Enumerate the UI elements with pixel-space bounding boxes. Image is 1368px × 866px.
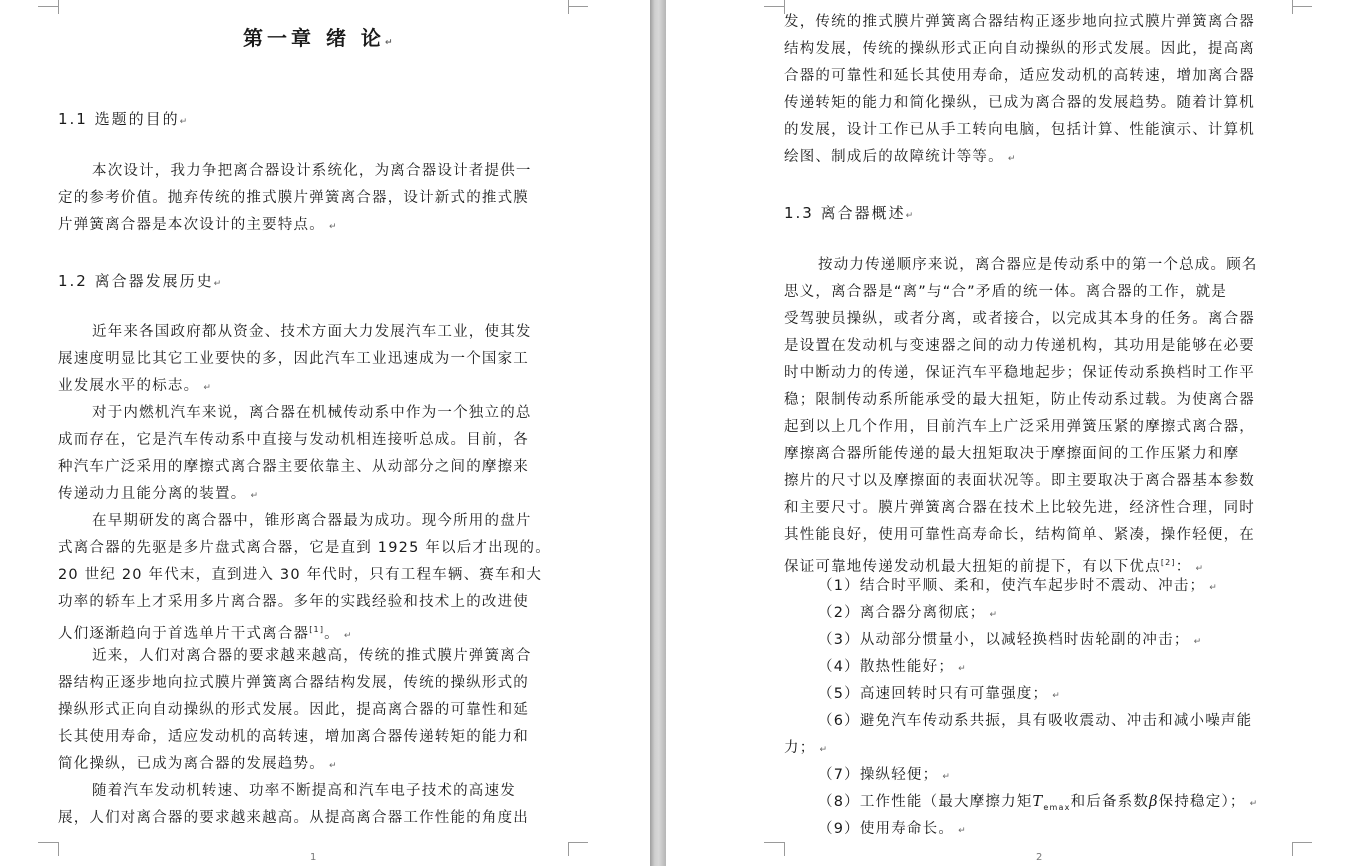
crop-mark <box>784 842 785 856</box>
list-item: （7）操纵轻便； ↵ <box>818 767 952 783</box>
list-item: （6）避免汽车传动系共振，具有吸收震动、冲击和减小噪声能 <box>818 713 1253 729</box>
text-line: 在早期研发的离合器中，锥形离合器最为成功。现今所用的盘片 <box>92 513 532 529</box>
beta-symbol: β <box>1149 794 1159 810</box>
list-item: （2）离合器分离彻底； ↵ <box>818 605 999 621</box>
text-line: 片弹簧离合器是本次设计的主要特点。 ↵ <box>58 217 338 233</box>
list-item: （1）结合时平顺、柔和，使汽车起步时不震动、冲击； ↵ <box>818 578 1219 594</box>
text-line: 结构发展，传统的操纵形式正向自动操纵的形式发展。因此，提高离 <box>784 41 1255 57</box>
crop-mark <box>58 0 59 14</box>
list-item: （3）从动部分惯量小，以减轻换档时齿轮副的冲击； ↵ <box>818 632 1203 648</box>
text-line: 传递动力且能分离的装置。 ↵ <box>58 486 260 502</box>
crop-mark <box>764 6 784 7</box>
text-line: 近年来各国政府都从资金、技术方面大力发展汽车工业，使其发 <box>92 324 532 340</box>
text-line: 传递转矩的能力和简化操纵，已成为离合器的发展趋势。随着计算机 <box>784 95 1255 111</box>
text-line: 式离合器的先驱是多片盘式离合器，它是直到 1925 年以后才出现的。 <box>58 540 551 556</box>
crop-mark <box>38 842 58 843</box>
torque-subscript: emax <box>1043 802 1071 812</box>
torque-symbol: T <box>1032 794 1044 810</box>
crop-mark <box>1292 0 1293 14</box>
text-line: 简化操纵，已成为离合器的发展趋势。 ↵ <box>58 756 338 772</box>
list-item: （8）工作性能（最大摩擦力矩$T_{emax}$和后备系数β保持稳定）； ↵ <box>818 794 1259 812</box>
citation-marker: [1] <box>309 625 325 634</box>
crop-mark <box>568 0 569 14</box>
text-line: 的发展，设计工作已从手工转向电脑，包括计算、性能演示、计算机 <box>784 122 1255 138</box>
list-item: （4）散热性能好； ↵ <box>818 659 967 675</box>
text-line: 擦片的尺寸以及摩擦面的表面状况等。即主要取决于离合器基本参数 <box>784 473 1255 489</box>
text-line: 其性能良好，使用可靠性高寿命长，结构简单、紧凑，操作轻便，在 <box>784 527 1255 543</box>
text-line: 业发展水平的标志。 ↵ <box>58 378 213 394</box>
text-line: 思义，离合器是“离”与“合”矛盾的统一体。离合器的工作，就是 <box>784 284 1228 300</box>
text-line: 绘图、制成后的故障统计等等。 ↵ <box>784 149 1017 165</box>
text-line: 起到以上几个作用，目前汽车上广泛采用弹簧压紧的摩擦式离合器， <box>784 419 1255 435</box>
text-line: 本次设计，我力争把离合器设计系统化，为离合器设计者提供一 <box>92 163 532 179</box>
text-line: 操纵形式正向自动操纵的形式发展。因此，提高离合器的可靠性和延 <box>58 702 529 718</box>
chapter-title: 第一章 绪 论↵ <box>243 26 397 50</box>
list-item: 力； ↵ <box>784 740 829 756</box>
crop-mark <box>58 842 59 856</box>
document-page-2 <box>666 0 1368 866</box>
text-line: 器结构正逐步地向拉式膜片弹簧离合器结构发展，传统的操纵形式的 <box>58 675 529 691</box>
text-line: 定的参考价值。抛弃传统的推式膜片弹簧离合器，设计新式的推式膜 <box>58 190 529 206</box>
text-line: 展速度明显比其它工业要快的多，因此汽车工业迅速成为一个国家工 <box>58 351 529 367</box>
crop-mark <box>568 842 569 856</box>
text-line: 成而存在，它是汽车传动系中直接与发动机相连接听总成。目前，各 <box>58 432 529 448</box>
text-line: 时中断动力的传递，保证汽车平稳地起步；保证传动系换档时工作平 <box>784 365 1255 381</box>
text-line: 长其使用寿命，适应发动机的高转速，增加离合器传递转矩的能力和 <box>58 729 529 745</box>
text-line: 功率的轿车上才采用多片离合器。多年的实践经验和技术上的改进使 <box>58 594 529 610</box>
crop-mark <box>764 842 784 843</box>
text-line: 摩擦离合器所能传递的最大扭矩取决于摩擦面间的工作压紧力和摩 <box>784 446 1240 462</box>
crop-mark <box>38 6 58 7</box>
text-line: 是设置在发动机与变速器之间的动力传递机构，其功用是能够在必要 <box>784 338 1255 354</box>
crop-mark <box>1292 6 1312 7</box>
crop-mark <box>568 6 588 7</box>
section-heading-1-1: 1.1 选题的目的↵ <box>58 110 190 128</box>
page-gutter <box>650 0 666 866</box>
list-item: （5）高速回转时只有可靠强度； ↵ <box>818 686 1062 702</box>
text-line: 人们逐渐趋向于首选单片干式离合器[1]。 ↵ <box>58 625 353 642</box>
list-item: （9）使用寿命长。 ↵ <box>818 821 967 837</box>
text-line: 对于内燃机汽车来说，离合器在机械传动系中作为一个独立的总 <box>92 405 532 421</box>
citation-marker: [2] <box>1160 558 1176 567</box>
text-line: 受驾驶员操纵，或者分离，或者接合，以完成其本身的任务。离合器 <box>784 311 1255 327</box>
crop-mark <box>1292 842 1293 856</box>
text-line: 展，人们对离合器的要求越来越高。从提高离合器工作性能的角度出 <box>58 810 529 826</box>
text-line: 合器的可靠性和延长其使用寿命，适应发动机的高转速，增加离合器 <box>784 68 1255 84</box>
text-line: 和主要尺寸。膜片弹簧离合器在技术上比较先进，经济性合理，同时 <box>784 500 1255 516</box>
section-heading-1-3: 1.3 离合器概述↵ <box>784 204 916 222</box>
text-line: 近来，人们对离合器的要求越来越高，传统的推式膜片弹簧离合 <box>92 648 532 664</box>
crop-mark <box>568 842 588 843</box>
crop-mark <box>1292 842 1312 843</box>
text-line: 种汽车广泛采用的摩擦式离合器主要依靠主、从动部分之间的摩擦来 <box>58 459 529 475</box>
text-line: 随着汽车发动机转速、功率不断提高和汽车电子技术的高速发 <box>92 783 516 799</box>
page-number: 2 <box>1036 852 1043 863</box>
text-line: 发，传统的推式膜片弹簧离合器结构正逐步地向拉式膜片弹簧离合器 <box>784 14 1255 30</box>
document-page-1 <box>0 0 650 866</box>
text-line: 保证可靠地传递发动机最大扭矩的前提下，有以下优点[2]： ↵ <box>784 558 1205 575</box>
page-number: 1 <box>310 852 317 863</box>
text-line: 按动力传递顺序来说，离合器应是传动系中的第一个总成。顾名 <box>818 257 1258 273</box>
text-line: 20 世纪 20 年代末，直到进入 30 年代时，只有工程车辆、赛车和大 <box>58 567 543 583</box>
text-line: 稳；限制传动系所能承受的最大扭矩，防止传动系过载。为使离合器 <box>784 392 1255 408</box>
section-heading-1-2: 1.2 离合器发展历史↵ <box>58 272 224 290</box>
